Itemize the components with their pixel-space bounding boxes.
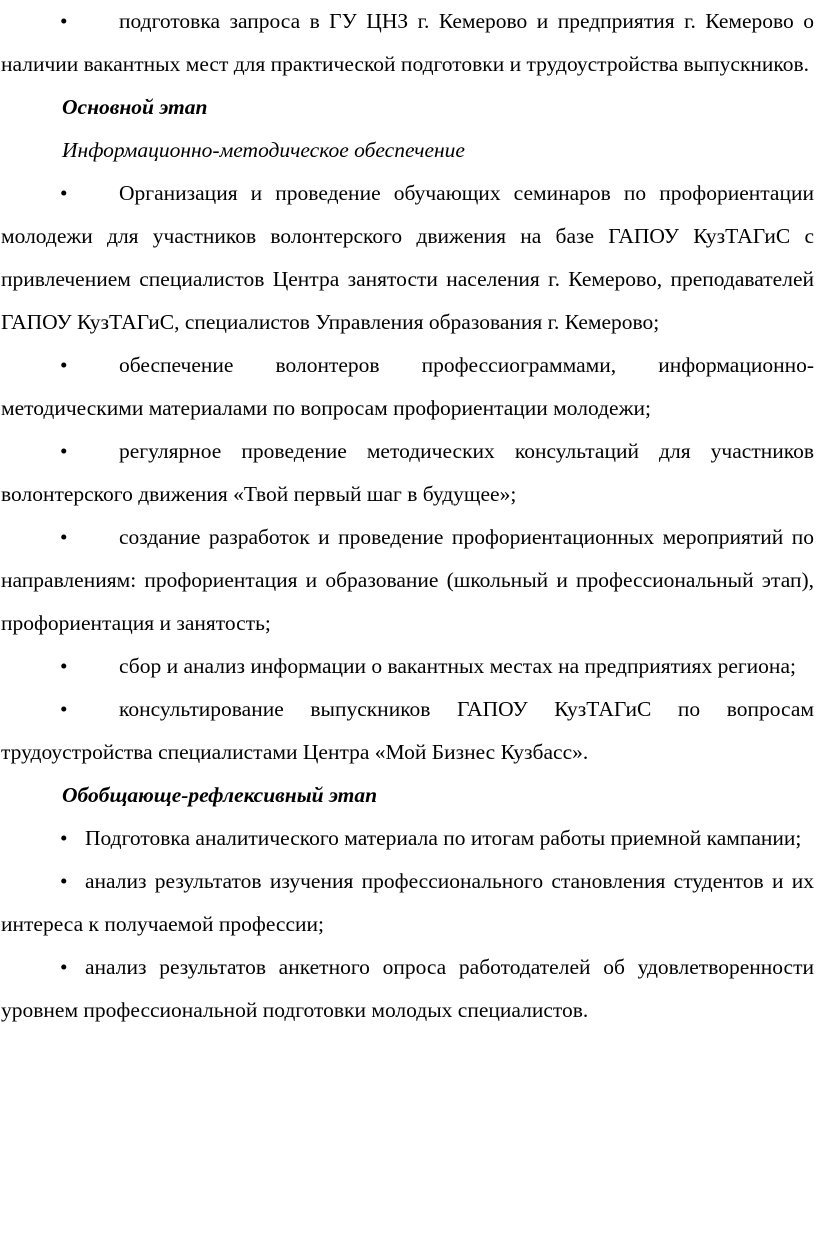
bullet-icon: • [60, 826, 68, 850]
list-item-text: Организация и проведение обучающих семинаров по профориентации молодежи для участников волонтерского движения на базе ГАПОУ КузТАГиС с привлечением специалистов Центра занятости населения г. Кемерово, преподавателей ГАПОУ КузТАГиС, специалистов Управления образования г. Кемерово; [1, 181, 814, 334]
list-item [1, 817, 814, 860]
section-heading: Основной этап [62, 95, 208, 119]
list-item-text: анализ результатов анкетного опроса работодателей об удовлетворенности уровнем профессиональной подготовки молодых специалистов. [1, 955, 814, 1022]
list-item-text: Подготовка аналитического материала по итогам работы приемной кампании; [85, 826, 802, 850]
list-item-text: подготовка запроса в ГУ ЦНЗ г. Кемерово и предприятия г. Кемерово о наличии вакантных мест для практической подготовки и трудоустройства выпускников. [1, 9, 814, 76]
list-item [1, 344, 814, 430]
list-item [1, 0, 814, 86]
list-item [1, 516, 814, 645]
bullet-icon: • [60, 439, 68, 463]
bullet-icon: • [60, 654, 68, 678]
list-item [1, 172, 814, 344]
list-item [1, 645, 814, 688]
list-item-text: консультирование выпускников ГАПОУ КузТАГиС по вопросам трудоустройства специалистами Центра «Мой Бизнес Кузбасс». [1, 697, 814, 764]
list-item [1, 860, 814, 946]
list-item [1, 688, 814, 774]
list-item-text: создание разработок и проведение профориентационных мероприятий по направлениям: профориентация и образование (школьный и профессиональный этап), профориентация и занятость; [1, 525, 814, 635]
section-heading: Обобщающе-рефлексивный этап [62, 783, 378, 807]
list-item-text: сбор и анализ информации о вакантных местах на предприятиях региона; [119, 654, 796, 678]
list-item [1, 430, 814, 516]
bullet-icon: • [60, 353, 68, 377]
bullet-icon: • [60, 955, 68, 979]
list-item-text: регулярное проведение методических консультаций для участников волонтерского движения «Твой первый шаг в будущее»; [1, 439, 814, 506]
list-item-text: обеспечение волонтеров профессиограммами, информационно-методическими материалами по вопросам профориентации молодежи; [1, 353, 814, 420]
bullet-icon: • [60, 869, 68, 893]
subsection-heading: Информационно-методическое обеспечение [62, 138, 465, 162]
list-item-text: анализ результатов изучения профессионального становления студентов и их интереса к получаемой профессии; [1, 869, 814, 936]
bullet-icon: • [60, 525, 68, 549]
bullet-icon: • [60, 9, 68, 33]
bullet-icon: • [60, 697, 68, 721]
list-item [1, 946, 814, 1032]
bullet-icon: • [60, 181, 68, 205]
